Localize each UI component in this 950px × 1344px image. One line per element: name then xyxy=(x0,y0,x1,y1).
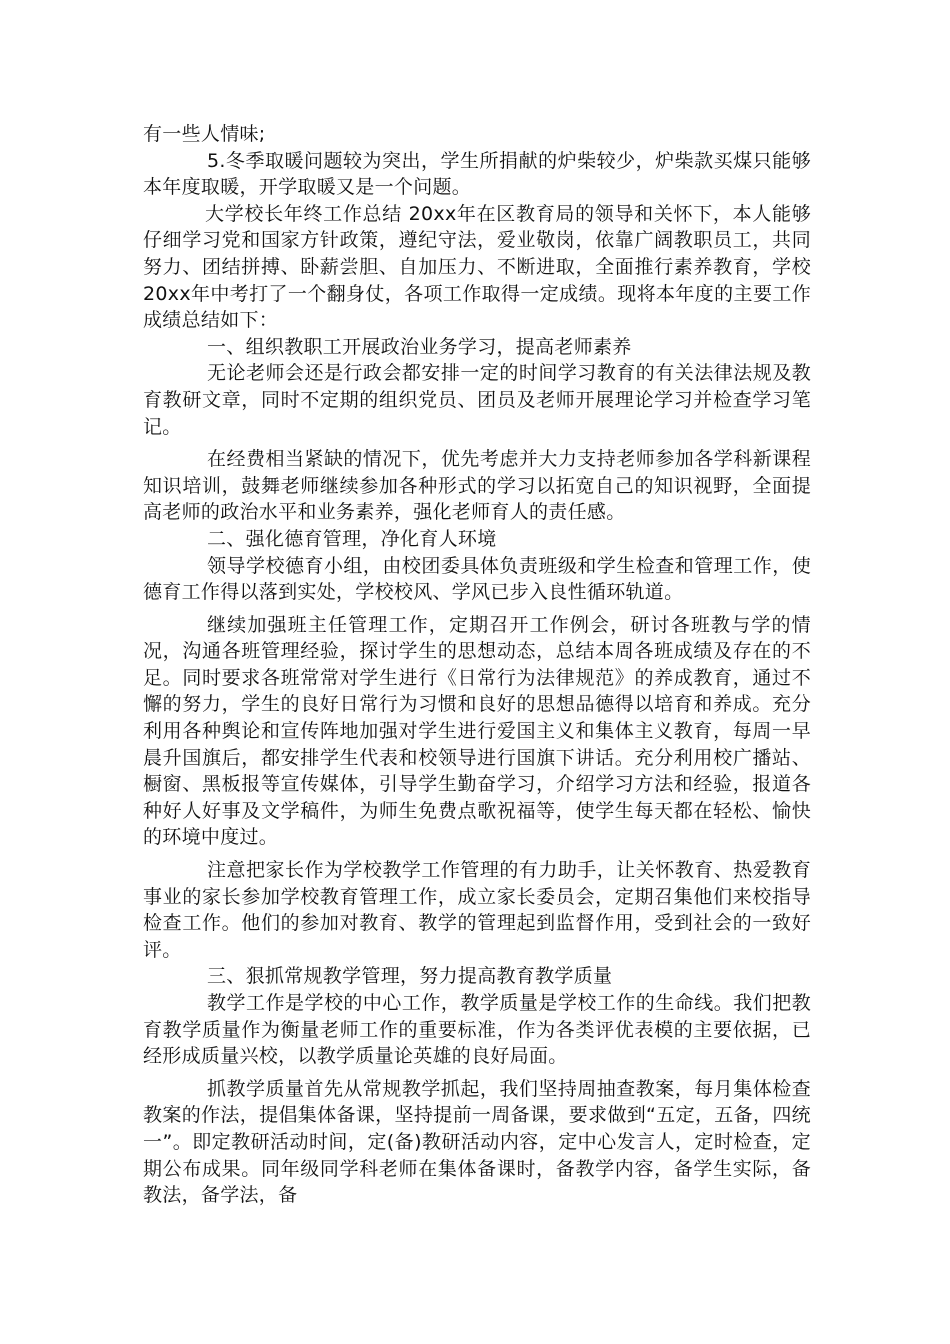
paragraph-summary-intro: 大学校长年终工作总结 20xx年在区教育局的领导和关怀下，本人能够仔细学习党和国家方针政策，遵纪守法，爱业敬岗，依靠广阔教职员工，共同努力、团结拼搏、卧薪尝胆、自加压力、不断进取，全面推行素养教育，学校20xx年中考打了一个翻身仗，各项工作取得一定成绩。现将本年度的主要工作成绩总结如下： xyxy=(143,202,811,332)
paragraph: 无论老师会还是行政会都安排一定的时间学习教育的有关法律法规及教育教研文章，同时不定期的组织党员、团员及老师开展理论学习并检查学习笔记。 xyxy=(143,362,811,438)
paragraph: 教学工作是学校的中心工作，教学质量是学校工作的生命线。我们把教育教学质量作为衡量老师工作的重要标准，作为各类评优表模的主要依据，已经形成质量兴校，以教学质量论英雄的良好局面。 xyxy=(143,992,811,1068)
section-heading-1: 一、组织教职工开展政治业务学习，提高老师素养 xyxy=(207,335,632,358)
section-heading-3: 三、狠抓常规教学管理，努力提高教育教学质量 xyxy=(207,965,613,988)
document-body xyxy=(143,121,811,1209)
paragraph: 继续加强班主任管理工作，定期召开工作例会，研讨各班教与学的情况，沟通各班管理经验，探讨学生的思想动态，总结本周各班成绩及存在的不足。同时要求各班常常对学生进行《日常行为法律规范》的养成教育，通过不懈的努力，学生的良好日常行为习惯和良好的思想品德得以培育和养成。充分利用各种舆论和宣传阵地加强对学生进行爱国主义和集体主义教育，每周一早晨升国旗后，都安排学生代表和校领导进行国旗下讲话。充分利用校广播站、橱窗、黑板报等宣传媒体，引导学生勤奋学习，介绍学习方法和经验，报道各种好人好事及文学稿件，为师生免费点歌祝福等，使学生每天都在轻松、愉快的环境中度过。 xyxy=(143,613,811,849)
section-heading-2: 二、强化德育管理，净化育人环境 xyxy=(207,527,497,550)
paragraph: 抓教学质量首先从常规教学抓起，我们坚持周抽查教案，每月集体检查教案的作法，提倡集体备课，坚持提前一周备课，要求做到“五定，五备，四统一”。即定教研活动时间，定(备)教研活动内容，定中心发言人，定时检查，定期公布成果。同年级同学科老师在集体备课时，备教学内容，备学生实际，备教法，备学法，备 xyxy=(143,1077,811,1207)
paragraph: 在经费相当紧缺的情况下，优先考虑并大力支持老师参加各学科新课程知识培训，鼓舞老师继续参加各种形式的学习以拓宽自己的知识视野，全面提高老师的政治水平和业务素养，强化老师育人的责任感。 xyxy=(143,448,811,524)
paragraph-item-5: 5.冬季取暖问题较为突出，学生所捐献的炉柴较少，炉柴款买煤只能够本年度取暖，开学取暖又是一个问题。 xyxy=(143,149,811,199)
paragraph: 注意把家长作为学校教学工作管理的有力助手，让关怀教育、热爱教育事业的家长参加学校教育管理工作，成立家长委员会，定期召集他们来校指导检查工作。他们的参加对教育、教学的管理起到监督作用，受到社会的一致好评。 xyxy=(143,859,811,961)
paragraph: 领导学校德育小组，由校团委具体负责班级和学生检查和管理工作，使德育工作得以落到实处，学校校风、学风已步入良性循环轨道。 xyxy=(143,554,811,604)
paragraph-continuation: 有一些人情味; xyxy=(143,123,266,145)
